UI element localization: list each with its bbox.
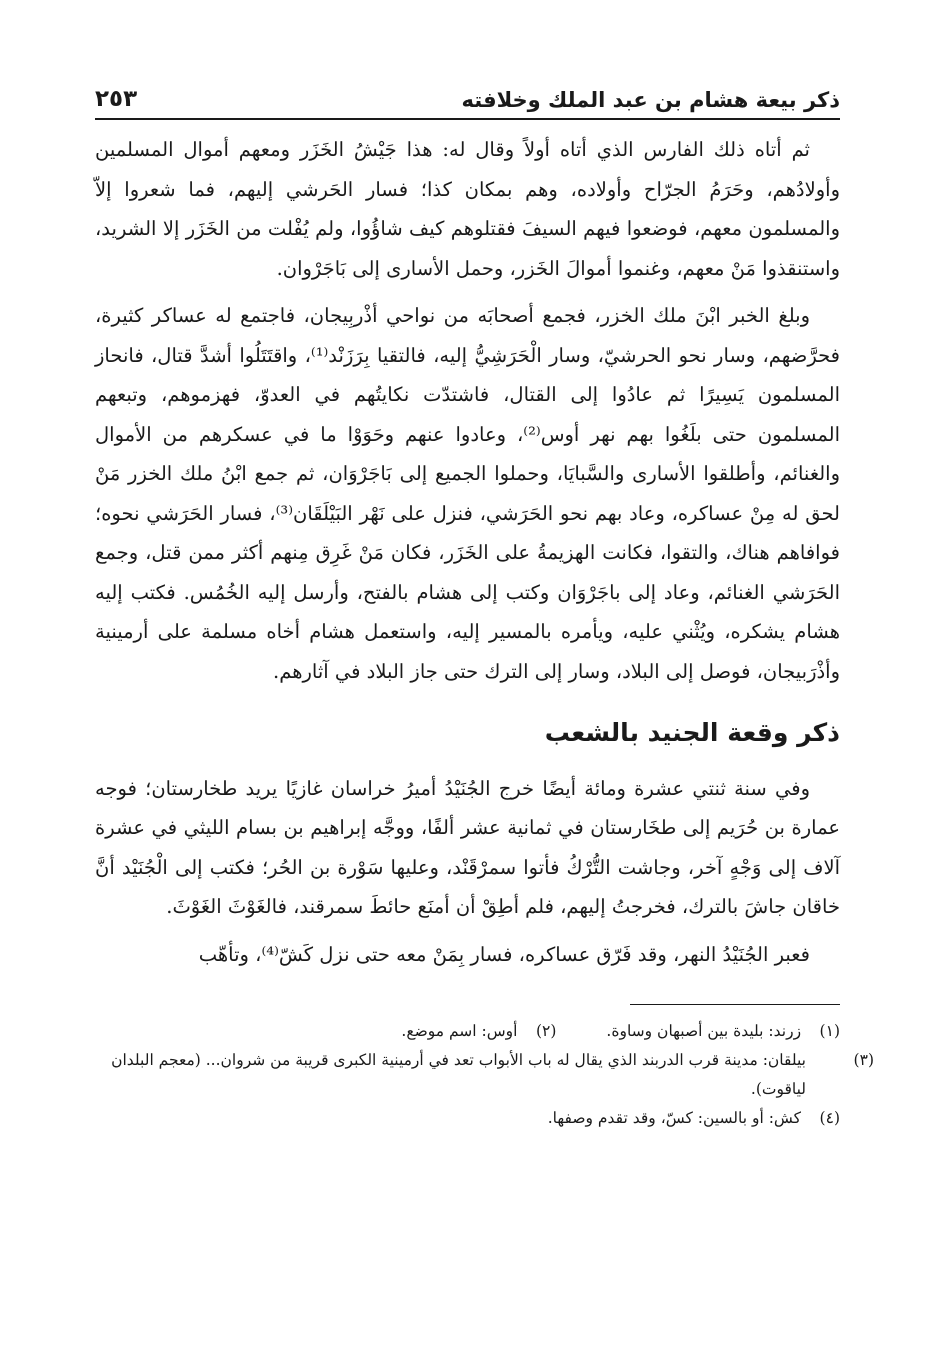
footnote-1 [606,1017,840,1046]
footnote-4-text: كش: أو بالسين: كسّ، وقد تقدم وصفها. [547,1109,802,1127]
footnote-3-number: (٣) [853,1051,874,1069]
book-page [95,70,874,1350]
running-head-title: ذكر بيعة هشام بن عبد الملك وخلافته [461,88,840,112]
page-number: ٢٥٣ [95,86,138,112]
paragraph-3: وفي سنة ثنتي عشرة ومائة أيضًا خرج الجُنَيْدُ أميرُ خراسان غازيًا يريد طخارستان؛ فوجه عمارة بن حُرَيم إلى طخَارستان في ثمانية عشر ألفًا، ووجَّه إبراهيم بن بسام الليثي في عشرة آلاف إلى وَجْهٍ آخر، وجاشت التُّرْكُ فأتوا سمرْقَنْد، وعليها سَوْرة بن الحُر؛ فكتب إلى الْجُنَيْد أنَّ خاقان جاشَ بالترك، فخرجتُ إليهم، فلم أطِقْ أن أمنَع حائطَ سمرقند، فالغَوْثَ الغَوْثَ. [95,776,840,918]
paragraph-2: وبلغ الخبر ابْنَ ملك الخزر، فجمع أصحابَه من نواحي أذْربِيجان، فاجتمع له عساكر كثيرة، فحرَّضهم، وسار نحو الحرشيّ، وسار الْحَرَشِيُّ إليه، فالتقيا بِرَزَنْد⁽¹⁾، واقتَتَلُوا أشدَّ قتال، فانحاز المسلمون يَسِيرًا ثم عادُوا إلى القتال، فاشتدّت نكايتُهم في العدوّ، فهزموهم، وتبعهم المسلمون حتى بلَغُوا بهم نهر أوس⁽²⁾، وعادوا عنهم وحَوَوْا ما في عسكرهم من الأموال والغنائم، وأطلقوا الأسارى والسَّبايَا، وحملوا الجميع إلى بَاجَرْوَان، ثم جمع ابْنُ ملك الخزر مَنْ لحق له مِنْ عساكره، وعاد بهم نحو الحَرَشي، فنزل على نَهْر البَيْلَقَان⁽³⁾، فسار الحَرَشي نحوه؛ فوافاهم هناك، والتقوا، فكانت الهزيمةُ على الخَزَر، فكان مَنْ غَرِق مِنهم أكثر ممن قتل، وجمع الحَرَشي الغنائم، وعاد إلى باجَرْوَان وكتب إلى هشام بالفتح، وأرسل إليه الخُمُس. فكتب إليه هشام يشكره، ويُثْني عليه، ويأمره بالمسير إليه، واستعمل هشام أخاه مسلمة على أرمينية وأذْرَبيجان، فوصل إلى البلاد، وسار إلى الترك حتى جاز البلاد في آثارهم. [95,304,840,683]
footnotes [95,1017,874,1133]
footnote-1-text: زرند: بليدة بين أصبهان وساوة. [606,1022,802,1040]
section-heading: ذكر وقعة الجنيد بالشعب [544,718,840,747]
main-text [95,130,840,974]
footnote-2-number: (٢) [535,1022,557,1040]
paragraph-4: فعبر الجُنَيْدُ النهر، وقد فَرّق عساكره، فسار بِمَنْ معه حتى نزل كَشّ⁽⁴⁾، وتأهّب [198,942,810,966]
footnote-2 [401,1017,556,1046]
footnote-row-1-2 [95,1017,840,1046]
footnote-4-number: (٤) [819,1109,840,1127]
footnote-3-text: بيلقان: مدينة قرب الدربند الذي يقال له باب الأبواب تعد في أرمينية الكبرى قريبة من شروان... (معجم البلدان لياقوت). [111,1051,806,1098]
footnote-4 [95,1104,840,1133]
footnote-1-number: (١) [819,1022,840,1040]
footnote-separator [630,1004,840,1005]
paragraph-1: ثم أتاه ذلك الفارس الذي أتاه أولاً وقال له: هذا جَيْشُ الخَزَر ومعهم أموال المسلمين وأولادُهم، وحَرَمُ الجرّاح وأولاده، وهم بمكان كذا؛ فسار الحَرشي إليهم، فما شعروا إلاّ والمسلمون معهم، فوضعوا فيهم السيفَ فقتلوهم كيف شاؤُوا، ولم يُفْلت من الخَزَر إلا الشريد، واستنقذوا مَنْ معهم، وغنموا أموالَ الخَزر، وحمل الأسارى إلى بَاجَرْوان. [95,138,840,280]
footnote-3 [95,1046,874,1104]
running-head [95,70,840,112]
header-rule [95,118,840,120]
footnote-2-text: أوس: اسم موضع. [401,1022,518,1040]
